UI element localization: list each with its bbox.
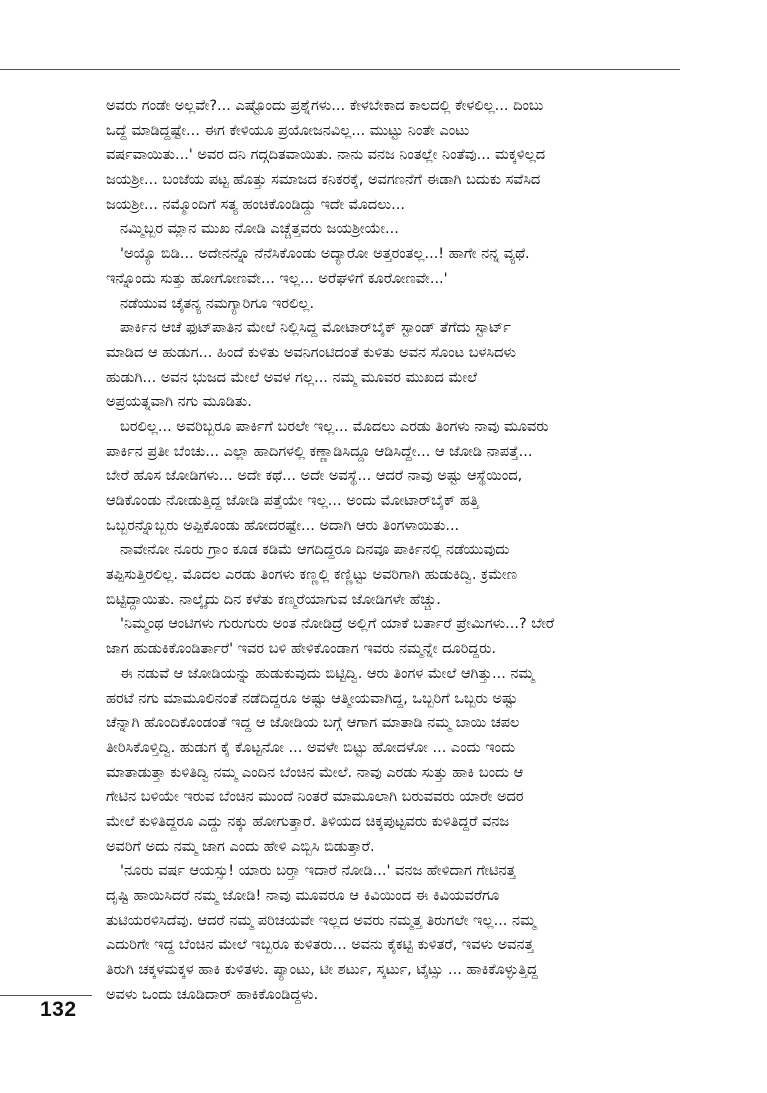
text-line: ತಿರುಗಿ ಚಕ್ಕಳಮಕ್ಕಳ ಹಾಕಿ ಕುಳಿತಳು. ಪ್ಯಾಂಟು, ಟೀ ಶರ್ಟು, ಸ್ಕರ್ಟು, ಟೈಟ್ಸು ... ಹಾಕಿಕೊಳ್ಳುತ್ತಿದ್ದ bbox=[106, 962, 538, 979]
text-line: ಜಯಶ್ರೀ... ಬಂಜೆಯ ಪಟ್ಟ ಹೊತ್ತು ಸಮಾಜದ ಕನಿಕರಕ್ಕೆ, ಅವಗಣನೆಗೆ ಈಡಾಗಿ ಬದುಕು ಸವೆಸಿದ bbox=[106, 172, 541, 189]
text-line: ನಾವೇನೋ ನೂರು ಗ್ರಾಂ ಕೂಡ ಕಡಿಮೆ ಆಗದಿದ್ದರೂ ದಿನವೂ ಪಾರ್ಕಿನಲ್ಲಿ ನಡೆಯುವುದು bbox=[120, 542, 510, 559]
text-line: ಈ ನಡುವೆ ಆ ಜೋಡಿಯನ್ನು ಹುಡುಕುವುದು ಬಿಟ್ಟಿದ್ವಿ. ಆರು ತಿಂಗಳ ಮೇಲೆ ಆಗಿತ್ತು... ನಮ್ಮ bbox=[120, 665, 535, 682]
text-line: ಬೇರೆ ಹೊಸ ಜೋಡಿಗಳು... ಅದೇ ಕಥೆ... ಅದೇ ಅವಸ್ಥೆ... ಆದರೆ ನಾವು ಅಷ್ಟು ಆಸ್ಥೆಯಿಂದ, bbox=[106, 468, 523, 485]
text-line: ಪಾರ್ಕಿನ ಆಚೆ ಫುಟ್‌ಪಾತಿನ ಮೇಲೆ ನಿಲ್ಲಿಸಿದ್ದ ಮೋಟಾರ್‌ಬೈಕ್ ಸ್ಟಾಂಡ್ ತೆಗೆದು ಸ್ಟಾರ್ಟ್ bbox=[120, 320, 511, 337]
text-line: ಮಾತಾಡುತ್ತಾ ಕುಳಿತಿದ್ವಿ ನಮ್ಮ ಎಂದಿನ ಬೆಂಚಿನ ಮೇಲೆ. ನಾವು ಎರಡು ಸುತ್ತು ಹಾಕಿ ಬಂದು ಆ bbox=[106, 764, 524, 781]
text-line: ಜಾಗ ಹುಡುಕಿಕೊಂಡಿರ್ತಾರೆ' ಇವರ ಬಳಿ ಹೇಳಿಕೊಂಡಾಗ ಇವರು ನಮ್ಮನ್ನೇ ದೂರಿದ್ದರು. bbox=[106, 641, 497, 658]
text-line: ಬಿಟ್ಟಿದ್ದಾಯಿತು. ನಾಲ್ಕೈದು ದಿನ ಕಳೆತು ಕಣ್ಮರೆಯಾಗುವ ಜೋಡಿಗಳೇ ಹೆಚ್ಚು. bbox=[106, 591, 441, 608]
footer-rule bbox=[0, 995, 92, 996]
text-line: ಒದ್ದೆ ಮಾಡಿದ್ದಷ್ಟೇ... ಈಗ ಕೇಳಿಯೂ ಪ್ರಯೋಜನವಿಲ್ಲ... ಮುಟ್ಟು ನಿಂತೇ ಎಂಟು bbox=[106, 122, 470, 139]
body-text bbox=[106, 94, 684, 1007]
text-line: ಇನ್ನೊಂದು ಸುತ್ತು ಹೋಗೋಣವೇ... ಇಲ್ಲ... ಅರೆಘಳಿಗೆ ಕೂರೋಣವೇ...' bbox=[106, 270, 448, 287]
text-line: ವರ್ಷವಾಯಿತು...' ಅವರ ದನಿ ಗದ್ಗದಿತವಾಯಿತು. ನಾನು ವನಜ ನಿಂತಲ್ಲೇ ನಿಂತೆವು... ಮಕ್ಕಳಿಲ್ಲದ bbox=[106, 147, 546, 164]
page-number: 132 bbox=[40, 998, 77, 1021]
text-line: ನಡೆಯುವ ಚೈತನ್ಯ ನಮಗ್ಯಾರಿಗೂ ಇರಲಿಲ್ಲ. bbox=[120, 295, 315, 312]
text-line: ಹುಡುಗಿ... ಅವನ ಭುಜದ ಮೇಲೆ ಅವಳ ಗಲ್ಲ... ನಮ್ಮ ಮೂವರ ಮುಖದ ಮೇಲೆ bbox=[106, 369, 478, 386]
text-line: ಒಬ್ಬರನ್ನೊಬ್ಬರು ಅಪ್ಪಿಕೊಂಡು ಹೋದರಷ್ಟೇ... ಅದಾಗಿ ಆರು ತಿಂಗಳಾಯಿತು... bbox=[106, 517, 460, 534]
header-rule bbox=[0, 69, 680, 70]
text-line: ಅವಳು ಒಂದು ಚೂಡಿದಾರ್ ಹಾಕಿಕೊಂಡಿದ್ದಳು. bbox=[106, 986, 319, 1003]
text-line: ಪಾರ್ಕಿನ ಪ್ರತೀ ಬೆಂಚು... ಎಲ್ಲಾ ಹಾದಿಗಳಲ್ಲಿ ಕಣ್ಣಾಡಿಸಿದ್ದೂ ಆಡಿಸಿದ್ದೇ... ಆ ಜೋಡಿ ನಾಪತ್ತೆ... bbox=[106, 443, 533, 460]
text-line: ಜಯಶ್ರೀ... ನಮ್ಮೊಂದಿಗೆ ಸತ್ಯ ಹಂಚಿಕೊಂಡಿದ್ದು ಇದೇ ಮೊದಲು... bbox=[106, 196, 405, 213]
text-line: ಹರಟೆ ನಗು ಮಾಮೂಲಿನಂತೆ ನಡೆದಿದ್ದರೂ ಅಷ್ಟು ಆತ್ಮೀಯವಾಗಿದ್ದ, ಒಬ್ಬರಿಗೆ ಒಬ್ಬರು ಅಷ್ಟು bbox=[106, 690, 518, 707]
text-line: ಗೇಟಿನ ಬಳಿಯೇ ಇರುವ ಬೆಂಚಿನ ಮುಂದೆ ನಿಂತರೆ ಮಾಮೂಲಾಗಿ ಬರುವವರು ಯಾರೇ ಅದರ bbox=[106, 789, 524, 806]
text-line: 'ನಿಮ್ಮಂಥ ಆಂಟಿಗಳು ಗುರುಗುರು ಅಂತ ನೋಡಿದ್ರೆ ಅಲ್ಲಿಗೆ ಯಾಕೆ ಬರ್ತಾರೆ ಪ್ರೇಮಿಗಳು...? ಬೇರೆ bbox=[120, 616, 555, 633]
text-line: ಅವರಿಗೆ ಅದು ನಮ್ಮ ಜಾಗ ಎಂದು ಹೇಳಿ ಎಬ್ಬಿಸಿ ಬಿಡುತ್ತಾರೆ. bbox=[106, 838, 375, 855]
text-line: 'ಅಯ್ಯೊ ಬಿಡಿ... ಅದೇನನ್ನೊ ನೆನೆಸಿಕೊಂಡು ಅದ್ಯಾರೋ ಅತ್ತರಂತಲ್ಲ...! ಹಾಗೇ ನನ್ನ ವ್ಯಥೆ. bbox=[120, 246, 530, 263]
text-line: ತಪ್ಪಿಸುತ್ತಿರಲಿಲ್ಲ. ಮೊದಲ ಎರಡು ತಿಂಗಳು ಕಣ್ಣಲ್ಲಿ ಕಣ್ಣಿಟ್ಟು ಅವರಿಗಾಗಿ ಹುಡುಕಿದ್ವಿ. ಕ್ರಮೇಣ bbox=[106, 567, 518, 584]
text-line: ನಮ್ಮಿಬ್ಬರ ಮ್ಲಾನ ಮುಖ ನೋಡಿ ಎಚ್ಚೆತ್ತವರು ಜಯಶ್ರೀಯೇ... bbox=[120, 221, 399, 238]
text-line: ತುಟಿಯರಳಿಸಿದೆವು. ಆದರೆ ನಮ್ಮ ಪರಿಚಯವೇ ಇಲ್ಲದ ಅವರು ನಮ್ಮತ್ತ ತಿರುಗಲೇ ಇಲ್ಲ... ನಮ್ಮ bbox=[106, 912, 536, 929]
text-line: ಮಾಡಿದ ಆ ಹುಡುಗ... ಹಿಂದೆ ಕುಳಿತು ಅವನಿಗಂಟಿದಂತೆ ಕುಳಿತು ಅವನ ಸೊಂಟ ಬಳಸಿದಳು bbox=[106, 344, 516, 361]
text-line: ದೃಷ್ಟಿ ಹಾಯಿಸಿದರೆ ನಮ್ಮ ಜೋಡಿ! ನಾವು ಮೂವರೂ ಆ ಕಿವಿಯಿಂದ ಈ ಕಿವಿಯವರೆಗೂ bbox=[106, 888, 500, 904]
text-line: ಎದುರಿಗೇ ಇದ್ದ ಬೆಂಚಿನ ಮೇಲೆ ಇಬ್ಬರೂ ಕುಳಿತರು... ಅವನು ಕೈಕಟ್ಟಿ ಕುಳಿತರೆ, ಇವಳು ಅವನತ್ತ bbox=[106, 937, 534, 954]
text-line: ತೀರಿಸಿಕೊಳ್ತಿದ್ವಿ. ಹುಡುಗ ಕೈ ಕೊಟ್ಟನೋ ... ಅವಳೇ ಬಿಟ್ಟು ಹೋದಳೋ ... ಎಂದು ಇಂದು bbox=[106, 739, 516, 756]
text-line: ಆಡಿಕೊಂಡು ನೋಡುತ್ತಿದ್ದ ಜೋಡಿ ಪತ್ತೆಯೇ ಇಲ್ಲ... ಅಂದು ಮೋಟಾರ್‌ಬೈಕ್ ಹತ್ತಿ bbox=[106, 493, 479, 509]
text-line: ಬರಲಿಲ್ಲ... ಅವರಿಬ್ಬರೂ ಪಾರ್ಕಿಗೆ ಬರಲೇ ಇಲ್ಲ... ಮೊದಲು ಎರಡು ತಿಂಗಳು ನಾವು ಮೂವರು bbox=[120, 418, 549, 435]
text-line: ಅಪ್ರಯತ್ನವಾಗಿ ನಗು ಮೂಡಿತು. bbox=[106, 394, 252, 411]
text-line: 'ನೂರು ವರ್ಷ ಆಯಸ್ಸು! ಯಾರು ಬರ್‍ತಾ ಇದಾರೆ ನೋಡಿ...' ವನಜ ಹೇಳಿದಾಗ ಗೇಟಿನತ್ತ bbox=[120, 863, 516, 880]
text-line: ಅವರು ಗಂಡೇ ಅಲ್ಲವೇ?... ಎಷ್ಟೊಂದು ಪ್ರಶ್ನೆಗಳು... ಕೇಳಬೇಕಾದ ಕಾಲದಲ್ಲಿ ಕೇಳಲಿಲ್ಲ... ದಿಂಬು bbox=[106, 98, 544, 114]
text-line: ಚೆನ್ನಾಗಿ ಹೊಂದಿಕೊಂಡಂತೆ ಇದ್ದ ಆ ಜೋಡಿಯ ಬಗ್ಗೆ ಆಗಾಗ ಮಾತಾಡಿ ನಮ್ಮ ಬಾಯಿ ಚಪಲ bbox=[106, 715, 520, 732]
text-line: ಮೇಲೆ ಕುಳಿತಿದ್ದರೂ ಎದ್ದು ನಕ್ಕು ಹೋಗುತ್ತಾರೆ. ತಿಳಿಯದ ಚಿಕ್ಕಪುಟ್ಟವರು ಕುಳಿತಿದ್ದರೆ ವನಜ bbox=[106, 813, 510, 830]
